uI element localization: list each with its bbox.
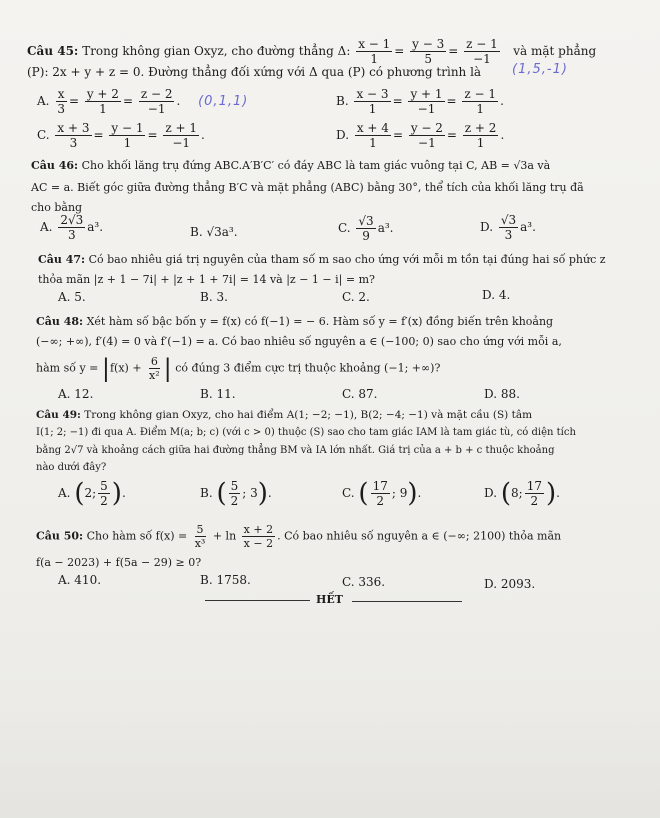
q49-text2: I(1; 2; −1) đi qua A. Điểm M(a; b; c) (với c > 0) thuộc (S) sao cho tam giác IAM là tam giác tù, có diện tích [36, 427, 576, 438]
q45-a-frac1-den: 3 [57, 102, 65, 116]
q46-option-c [338, 215, 393, 242]
q49-option-d: D. (8; $\frac{17}{2}$ ). [484, 478, 560, 509]
q46-c-frac [356, 215, 375, 242]
q46-text2: AC = a. Biết góc giữa đường thẳng B′C và mặt phẳng (ABC) bằng 30°, thể tích của khối lăng trụ đã [31, 181, 584, 194]
q49-b-frac [229, 480, 241, 507]
q50-ln-den: x − 2 [243, 537, 274, 550]
q45-a-frac1 [55, 88, 67, 115]
q46-c-num: √3 [358, 214, 374, 228]
footer-end-label: HẾT [316, 593, 343, 606]
q48-line2 [36, 336, 562, 347]
q49-c-paren-close: ) [407, 478, 418, 509]
q45-c-frac2-num: y − 1 [111, 121, 144, 135]
q45-d-frac2-num: y − 2 [410, 121, 443, 135]
q46-a-tail: a³. [87, 220, 104, 234]
q45-option-b: B. $\frac{x - 3}{1}$ = $\frac{y + 1}{-1}$ = $\frac{z - 1}{1}$ . [336, 87, 504, 116]
footer-rule-left [205, 600, 310, 601]
q45-d-frac3 [463, 122, 499, 149]
q49-a-frac [98, 480, 110, 507]
q45-a-frac3-den: −1 [147, 102, 166, 116]
q45-a-frac2 [85, 88, 121, 115]
q46-line2 [31, 182, 584, 193]
q45-d-frac2-den: −1 [418, 136, 436, 150]
q46-a-den: 3 [67, 228, 76, 242]
q45-frac1 [356, 38, 392, 65]
q45-c-frac2 [109, 122, 145, 149]
q48-frac-den: x² [149, 369, 160, 382]
q45-b-frac3-den: 1 [476, 102, 485, 116]
q48-head: Câu 48: [36, 315, 84, 328]
q50-f-frac [193, 524, 208, 549]
q46-line3 [31, 202, 82, 213]
q45-b-frac2-den: −1 [417, 102, 436, 116]
q48-option-d: D. 88. [484, 387, 520, 401]
q50-ln-num: x + 2 [243, 523, 274, 536]
q50-option-a: A. 410. [58, 573, 102, 587]
q45-line2 [27, 66, 481, 78]
q45-frac1-den: 1 [370, 52, 379, 66]
q49-c-right: ; 9 [391, 486, 408, 500]
q45-text1-end: và mặt phẳng [513, 44, 597, 58]
q45-c-frac1-den: 3 [69, 136, 78, 150]
q46-b-value: √3a³. [206, 225, 238, 239]
q45-line1: Câu 45: Trong không gian Oxyz, cho đường thẳng Δ: $\frac{x - 1}{1}$ = $\frac{y - 3}{5}$ = $\frac{z - 1}{-1}$ và mặt phẳng [27, 37, 597, 66]
q45-frac3 [464, 38, 500, 65]
q45-option-b-label: B. [336, 94, 349, 108]
q45-frac3-num: z − 1 [466, 37, 498, 51]
q46-d-tail: a³. [520, 220, 536, 234]
q46-d-den: 3 [504, 228, 513, 242]
q49-option-c-label: C. [342, 486, 355, 500]
q45-d-frac1 [355, 122, 391, 149]
q49-b-paren-close: ) [257, 478, 268, 509]
q45-handwriting-a: (1,5,-1) [512, 62, 568, 77]
q45-a-frac1-num: x [57, 87, 65, 101]
q45-d-frac1-num: x + 4 [356, 121, 389, 135]
q50-text1b: + ln [212, 529, 237, 543]
q45-option-a: A. $\frac{x}{3}$ = $\frac{y + 2}{1}$ = $\frac{z - 2}{-1}$ . (0,1,1) [37, 87, 249, 116]
q47-head: Câu 47: [38, 253, 86, 266]
q45-option-c: C. $\frac{x + 3}{3}$ = $\frac{y - 1}{1}$ = $\frac{z + 1}{-1}$ . [37, 121, 205, 150]
q48-frac [147, 356, 162, 381]
q46-line1 [31, 160, 550, 171]
q49-c-frac [371, 480, 390, 507]
q49-c-paren-open: ( [358, 478, 369, 509]
q50-text2: f(a − 2023) + f(5a − 29) ≥ 0? [36, 556, 202, 569]
q49-text4: nào dưới đây? [36, 462, 107, 473]
q49-option-b: B. ( $\frac{5}{2}$ ; 3). [200, 478, 272, 509]
q45-b-frac1 [354, 88, 390, 115]
q45-d-frac1-den: 1 [369, 136, 377, 150]
q45-d-frac3-num: z + 2 [464, 121, 497, 135]
q50-head: Câu 50: [36, 529, 84, 543]
q50-f-num: 5 [196, 523, 204, 536]
q49-a-num: 5 [100, 479, 108, 493]
q48-option-a: A. 12. [58, 387, 94, 401]
q46-head: Câu 46: [31, 159, 79, 172]
q45-frac3-den: −1 [473, 52, 491, 66]
q45-a-frac2-num: y + 2 [86, 87, 119, 101]
q45-handwriting-b: (0,1,1) [198, 94, 249, 109]
q45-c-frac3-num: z + 1 [165, 121, 197, 135]
q49-a-left: 2; [84, 486, 97, 500]
q47-text1: Có bao nhiêu giá trị nguyên của tham số m sao cho ứng với mỗi m tồn tại đúng hai số phức z [88, 253, 606, 266]
q46-option-b [190, 226, 238, 238]
q45-a-frac3-num: z − 2 [140, 87, 173, 101]
q48-text3c: có đúng 3 điểm cực trị thuộc khoảng (−1; +∞)? [175, 361, 441, 375]
q49-text1: Trong không gian Oxyz, cho hai điểm A(1; −2; −1), B(2; −4; −1) và mặt cầu (S) tâm [84, 409, 533, 421]
q45-b-frac2-num: y + 1 [410, 87, 443, 101]
q49-head: Câu 49: [36, 409, 81, 421]
q49-option-c: C. ( $\frac{17}{2}$ ; 9). [342, 478, 422, 509]
q48-frac-num: 6 [150, 355, 158, 368]
q50-ln-frac [242, 524, 275, 549]
q45-d-frac3-den: 1 [476, 136, 485, 150]
q49-line3 [36, 446, 554, 456]
q45-b-frac3-num: z − 1 [464, 87, 497, 101]
q50-text1a: Cho hàm số f(x) = [86, 529, 188, 543]
q47-option-b: B. 3. [200, 290, 228, 304]
q45-c-frac3-den: −1 [172, 136, 191, 150]
q45-b-frac1-num: x − 3 [356, 87, 389, 101]
q49-c-num: 17 [372, 479, 388, 493]
page-shadow [0, 700, 660, 818]
q50-f-den: x³ [194, 537, 206, 550]
q49-text3: bằng 2√7 và khoảng cách giữa hai đường thẳng BM và IA lớn nhất. Giá trị của a + b + c thuộc khoảng [36, 445, 555, 456]
q46-option-d [480, 214, 536, 241]
q49-d-paren-close: ) [545, 478, 557, 509]
q50-line1 [36, 524, 561, 549]
q47-text2: thỏa mãn |z + 1 − 7i| + |z + 1 + 7i| = 14 và |z − 1 − i| = m? [38, 273, 375, 286]
q49-a-paren-close: ) [111, 478, 122, 509]
q49-option-a-label: A. [58, 486, 71, 500]
q48-abs-left: | [101, 354, 110, 383]
q46-d-num: √3 [500, 213, 517, 227]
q45-option-d-label: D. [336, 128, 350, 142]
q46-text1: Cho khối lăng trụ đứng ABC.A′B′C′ có đáy ABC là tam giác vuông tại C, AB = √3a và [81, 159, 551, 172]
q46-c-tail: a³. [377, 221, 394, 235]
q48-text3a: hàm số y = [36, 361, 99, 375]
q45-text2: (P): 2x + y + z = 0. Đường thẳng đối xứng với Δ qua (P) có phương trình là [27, 65, 482, 79]
q45-c-frac1 [55, 122, 91, 149]
q49-a-den: 2 [100, 494, 108, 508]
q46-a-num: 2√3 [60, 213, 84, 227]
q48-abs-right: | [163, 354, 172, 383]
q49-b-num: 5 [230, 479, 239, 493]
q45-c-frac3 [163, 122, 199, 149]
q47-line1 [38, 254, 606, 265]
q47-line2 [38, 274, 375, 285]
q45-option-d: D. $\frac{x + 4}{1}$ = $\frac{y - 2}{-1}$ = $\frac{z + 2}{1}$ . [336, 121, 505, 150]
footer-rule-right [352, 601, 462, 602]
q49-line4 [36, 463, 106, 473]
q49-option-b-label: B. [200, 486, 213, 500]
q46-d-frac [499, 214, 518, 241]
q45-text1: Trong không gian Oxyz, cho đường thẳng Δ: [82, 44, 351, 58]
q49-d-frac [525, 480, 544, 507]
q45-head: Câu 45: [27, 44, 79, 58]
q48-line1 [36, 316, 553, 327]
q46-c-den: 9 [362, 229, 370, 243]
q49-b-den: 2 [230, 494, 239, 508]
q45-b-frac3 [462, 88, 498, 115]
q46-option-b-label: B. [190, 225, 203, 239]
q45-b-frac2 [408, 88, 444, 115]
q46-text3: cho bằng [31, 201, 83, 214]
q45-option-a-label: A. [37, 94, 50, 108]
q49-d-den: 2 [530, 494, 539, 508]
q46-option-a [40, 214, 103, 241]
q45-a-frac3 [139, 88, 175, 115]
q50-option-b: B. 1758. [200, 573, 251, 587]
q49-d-num: 17 [526, 479, 542, 493]
q47-option-a: A. 5. [58, 290, 86, 304]
q45-d-frac2 [409, 122, 445, 149]
q45-b-frac1-den: 1 [368, 102, 377, 116]
q45-option-c-label: C. [37, 128, 50, 142]
q49-a-paren-open: ( [74, 478, 85, 509]
q47-option-c: C. 2. [342, 290, 370, 304]
q45-frac1-num: x − 1 [358, 37, 391, 51]
q45-frac2-den: 5 [424, 52, 433, 66]
q46-a-frac [58, 214, 85, 241]
q47-option-d: D. 4. [482, 288, 511, 302]
q49-d-left: 8; [511, 486, 523, 500]
q46-option-d-label: D. [480, 220, 494, 234]
q49-option-a: A. (2; $\frac{5}{2}$ ). [58, 478, 126, 509]
q48-text3b: f(x) + [109, 361, 142, 375]
q48-text1: Xét hàm số bậc bốn y = f(x) có f(−1) = − 6. Hàm số y = f′(x) đồng biến trên khoảng [86, 315, 554, 328]
q45-a-frac2-den: 1 [99, 102, 107, 116]
q45-c-frac1-num: x + 3 [57, 121, 90, 135]
q49-d-paren-open: ( [500, 478, 511, 509]
q45-c-frac2-den: 1 [123, 136, 132, 150]
q46-option-c-label: C. [338, 221, 351, 235]
q46-option-a-label: A. [40, 220, 53, 234]
q49-option-d-label: D. [484, 486, 498, 500]
q50-text1c: . Có bao nhiêu số nguyên a ∈ (−∞; 2100) thỏa mãn [277, 529, 562, 543]
q49-c-den: 2 [376, 494, 385, 508]
q45-frac2-num: y − 3 [412, 37, 445, 51]
q49-line1 [36, 410, 532, 421]
q48-option-b: B. 11. [200, 387, 236, 401]
q48-line3 [36, 356, 440, 381]
q49-line2 [36, 428, 576, 438]
q45-frac2 [410, 38, 446, 65]
q50-line2 [36, 557, 201, 568]
q48-text2: (−∞; +∞), f′(4) = 0 và f′(−1) = a. Có bao nhiêu số nguyên a ∈ (−100; 0) sao cho ứng với mỗi a, [36, 335, 562, 348]
q50-option-d: D. 2093. [484, 577, 536, 591]
q48-option-c: C. 87. [342, 387, 378, 401]
q49-b-right: ; 3 [242, 486, 258, 500]
q50-option-c: C. 336. [342, 575, 386, 589]
q49-b-paren-open: ( [216, 478, 227, 509]
